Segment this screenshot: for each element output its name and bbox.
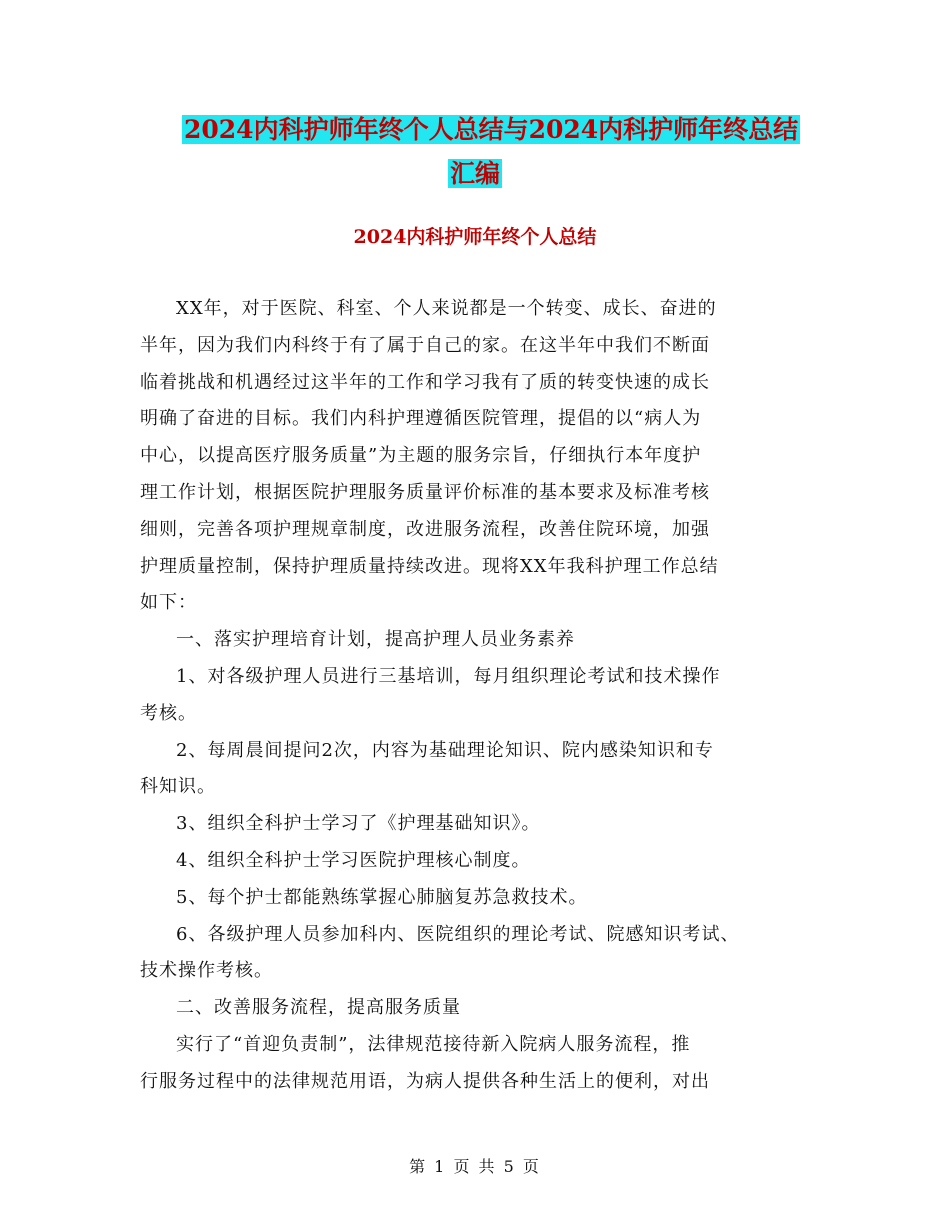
text-line: 半年，因为我们内科终于有了属于自己的家。在这半年中我们不断面 <box>140 334 710 356</box>
section-subtitle: 2024内科护师年终个人总结 <box>353 226 597 248</box>
paragraph <box>140 880 820 917</box>
paragraph <box>140 806 820 843</box>
text-line: 5、每个护士都能熟练掌握心肺脑复苏急救技术。 <box>176 886 588 908</box>
text-line: 一、落实护理培育计划，提高护理人员业务素养 <box>176 629 575 651</box>
text-line: 中心，以提高医疗服务质量”为主题的服务宗旨，仔细执行本年度护 <box>140 445 702 467</box>
body-text <box>140 291 820 1101</box>
text-line: 2、每周晨间提问2次，内容为基础理论知识、院内感染知识和专 <box>176 739 714 761</box>
paragraph <box>140 659 820 733</box>
text-line: 明确了奋进的目标。我们内科护理遵循医院管理，提倡的以“病人为 <box>140 408 702 430</box>
paragraph <box>140 917 820 991</box>
text-line: 4、组织全科护士学习医院护理核心制度。 <box>176 849 531 871</box>
text-line: 临着挑战和机遇经过这半年的工作和学习我有了质的转变快速的成长 <box>140 371 710 393</box>
text-line: 理工作计划，根据医院护理服务质量评价标准的基本要求及标准考核 <box>140 481 710 503</box>
text-line: 实行了“首迎负责制”，法律规范接待新入院病人服务流程，推 <box>176 1033 691 1055</box>
text-line: 1、对各级护理人员进行三基培训，每月组织理论考试和技术操作 <box>176 665 721 687</box>
text-line: 科知识。 <box>140 776 216 798</box>
text-line: 技术操作考核。 <box>140 960 273 982</box>
paragraph <box>140 291 820 622</box>
text-line: XX年，对于医院、科室、个人来说都是一个转变、成长、奋进的 <box>176 298 717 319</box>
page-footer: 第 1 页 共 5 页 <box>409 1157 541 1176</box>
text-line: 6、各级护理人员参加科内、医院组织的理论考试、院感知识考试、 <box>176 923 740 945</box>
text-line: 如下： <box>140 592 197 614</box>
text-line: 护理质量控制，保持护理质量持续改进。现将XX年我科护理工作总结 <box>140 555 719 577</box>
paragraph <box>140 733 820 807</box>
text-line: 二、改善服务流程，提高服务质量 <box>176 997 461 1019</box>
text-line: 3、组织全科护士学习了《护理基础知识》。 <box>176 813 541 835</box>
paragraph <box>140 1027 820 1101</box>
text-line: 细则，完善各项护理规章制度，改进服务流程，改善住院环境，加强 <box>140 518 710 540</box>
paragraph <box>140 622 820 659</box>
paragraph <box>140 990 820 1027</box>
title-line-1: 2024内科护师年终个人总结与2024内科护师年终总结 <box>184 115 799 144</box>
text-line: 考核。 <box>140 702 197 724</box>
text-line: 行服务过程中的法律规范用语，为病人提供各种生活上的便利，对出 <box>140 1070 710 1092</box>
document-title <box>0 108 950 196</box>
title-line-2: 汇编 <box>449 159 500 188</box>
paragraph <box>140 843 820 880</box>
